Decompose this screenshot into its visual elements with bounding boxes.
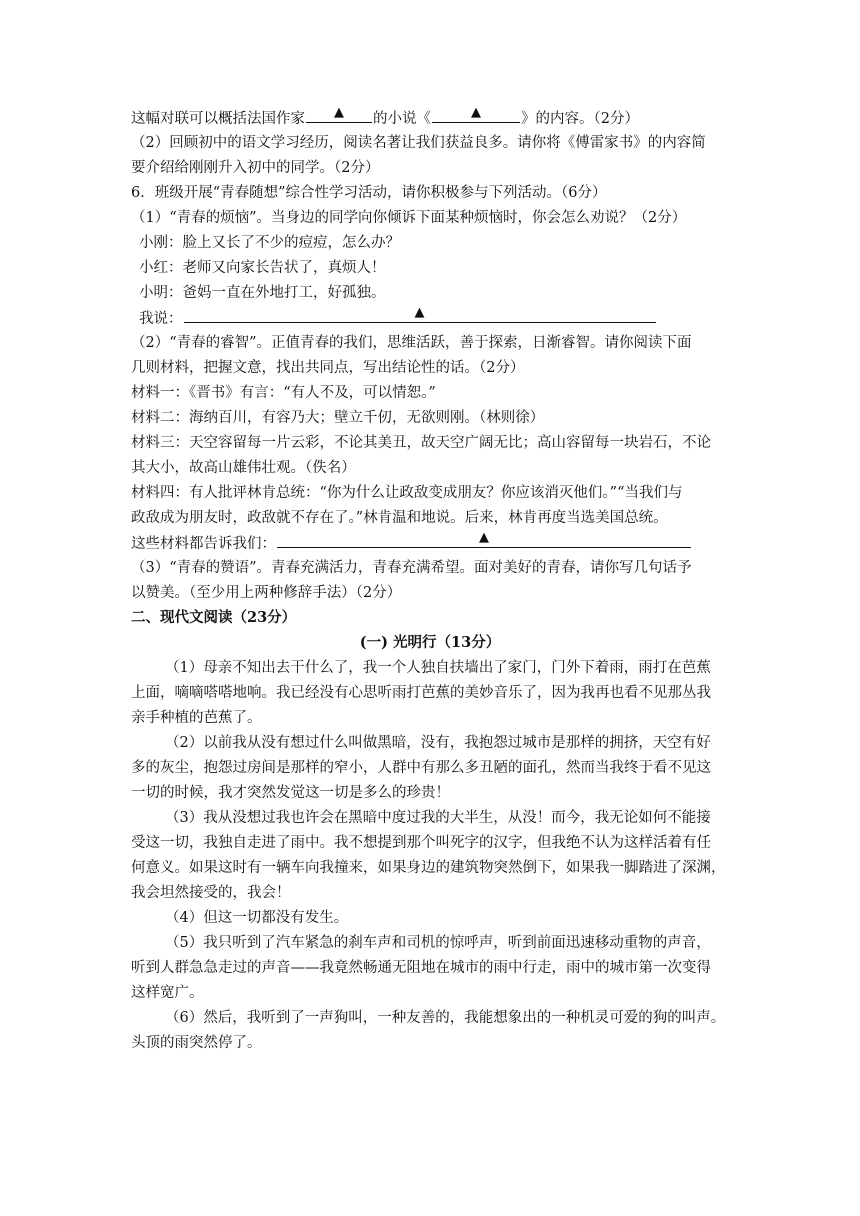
q6-part3-line-2: 以赞美。（至少用上两种修辞手法）（2分） bbox=[131, 585, 402, 601]
q6-xiaoming: 小明：爸妈一直在外地打工，好孤独。 bbox=[139, 285, 386, 301]
q6-my-answer-line bbox=[139, 305, 657, 329]
q6-part3-line-1: （3）“青春的赞语”。青春充满活力，青春充满希望。面对美好的青春，请你写几句话予 bbox=[131, 560, 692, 576]
triangle-icon: ▲ bbox=[414, 305, 425, 320]
article-para-3-line-4: 我会坦然接受的，我会！ bbox=[131, 885, 291, 901]
material-1: 材料一：《晋书》有言：“有人不及，可以情恕。” bbox=[131, 385, 436, 401]
article-para-1-line-3: 亲手种植的芭蕉了。 bbox=[131, 710, 262, 726]
answer-blank-author bbox=[306, 105, 372, 123]
q6-xiaogang: 小刚：脸上又长了不少的痘痘，怎么办？ bbox=[139, 235, 400, 251]
q5-line-1 bbox=[131, 105, 639, 129]
article-para-3-line-1: （3）我从没想过我也许会在黑暗中度过我的大半生，从没！而今，我无论如何不能接 bbox=[165, 810, 711, 826]
article-para-2-line-2: 多的灰尘，抱怨过房间是那样的窄小，人群中有那么多丑陋的面孔，然而当我终于看不见这 bbox=[131, 760, 711, 776]
article-para-6-line-2: 头顶的雨突然停了。 bbox=[131, 1035, 262, 1051]
section-2-title: 二、现代文阅读（23分） bbox=[131, 609, 297, 626]
answer-blank-conclusion bbox=[277, 530, 691, 548]
article-title: (一) 光明行（13分） bbox=[359, 634, 501, 651]
answer-blank-wo-shuo bbox=[184, 305, 656, 323]
article-para-2-line-1: （2）以前我从没有想过什么叫做黑暗，没有，我抱怨过城市是那样的拥挤，天空有好 bbox=[165, 735, 711, 751]
q5-part2-line-2: 要介绍给刚刚升入初中的同学。（2分） bbox=[131, 160, 380, 176]
article-para-5-line-2: 听到人群急急走过的声音——我竟然畅通无阻地在城市的雨中行走，雨中的城市第一次变得 bbox=[131, 960, 711, 976]
q5-part2-line-1: （2）回顾初中的语文学习经历，阅读名著让我们获益良多。请你将《傅雷家书》的内容简 bbox=[131, 135, 706, 151]
q6-title: 6．班级开展“青春随想”综合性学习活动，请你积极参与下列活动。（6分） bbox=[131, 185, 607, 201]
q5-text-b: 的小说《 bbox=[373, 111, 431, 127]
q6-xiaohong: 小红：老师又向家长告状了，真烦人！ bbox=[139, 260, 386, 276]
article-para-1-line-1: （1）母亲不知出去干什么了，我一个人独自扶墙出了家门，门外下着雨，雨打在芭蕉 bbox=[165, 660, 711, 676]
q6-conclusion-label: 这些材料都告诉我们： bbox=[131, 536, 276, 552]
article-para-3-line-2: 受这一切，我独自走进了雨中。我不想提到那个叫死字的汉字，但我绝不认为这样活着有任 bbox=[131, 835, 711, 851]
q6-wo-shuo: 我说： bbox=[139, 311, 183, 327]
material-4-line-1: 材料四：有人批评林肯总统：“你为什么让政敌变成朋友？你应该消灭他们。”“当我们与 bbox=[131, 485, 683, 501]
q5-text-a: 这幅对联可以概括法国作家 bbox=[131, 111, 305, 127]
article-para-6-line-1: （6）然后，我听到了一声狗叫，一种友善的，我能想象出的一种机灵可爱的狗的叫声。 bbox=[165, 1010, 726, 1026]
q6-part2-line-2: 几则材料，把握文意，找出共同点，写出结论性的话。（2分） bbox=[131, 360, 525, 376]
q6-part1: （1）“青春的烦恼”。当身边的同学向你倾诉下面某种烦恼时，你会怎么劝说？（2分） bbox=[131, 210, 687, 226]
article-para-1-line-2: 上面，嘀嘀嗒嗒地响。我已经没有心思听雨打芭蕉的美妙音乐了，因为我再也看不见那丛我 bbox=[131, 685, 711, 701]
q6-conclusion-line bbox=[131, 530, 692, 554]
q6-part2-line-1: （2）“青春的睿智”。正值青春的我们，思维活跃，善于探索，日渐睿智。请你阅读下面 bbox=[131, 335, 692, 351]
article-para-4: （4）但这一切都没有发生。 bbox=[165, 910, 349, 926]
material-3-line-1: 材料三：天空容留每一片云彩，不论其美丑，故天空广阔无比；高山容留每一块岩石，不论 bbox=[131, 435, 711, 451]
article-para-5-line-3: 这样宽广。 bbox=[131, 985, 204, 1001]
answer-blank-novel bbox=[432, 105, 520, 123]
material-4-line-2: 政敌成为朋友时，政敌就不存在了。”林肯温和地说。后来，林肯再度当选美国总统。 bbox=[131, 510, 668, 526]
triangle-icon: ▲ bbox=[334, 105, 344, 120]
q5-text-c: 》的内容。（2分） bbox=[521, 111, 639, 127]
article-para-2-line-3: 一切的时候，我才突然发觉这一切是多么的珍贵！ bbox=[131, 785, 450, 801]
article-para-3-line-3: 何意义。如果这时有一辆车向我撞来，如果身边的建筑物突然倒下，如果我一脚踏进了深渊， bbox=[131, 860, 726, 876]
article-para-5-line-1: （5）我只听到了汽车紧急的刹车声和司机的惊呼声，听到前面迅速移动重物的声音， bbox=[165, 935, 711, 951]
material-3-line-2: 其大小，故高山雄伟壮观。（佚名） bbox=[131, 460, 356, 476]
triangle-icon: ▲ bbox=[479, 530, 489, 545]
triangle-icon: ▲ bbox=[471, 105, 481, 120]
material-2: 材料二：海纳百川，有容乃大；壁立千仞，无欲则刚。（林则徐） bbox=[131, 410, 545, 426]
